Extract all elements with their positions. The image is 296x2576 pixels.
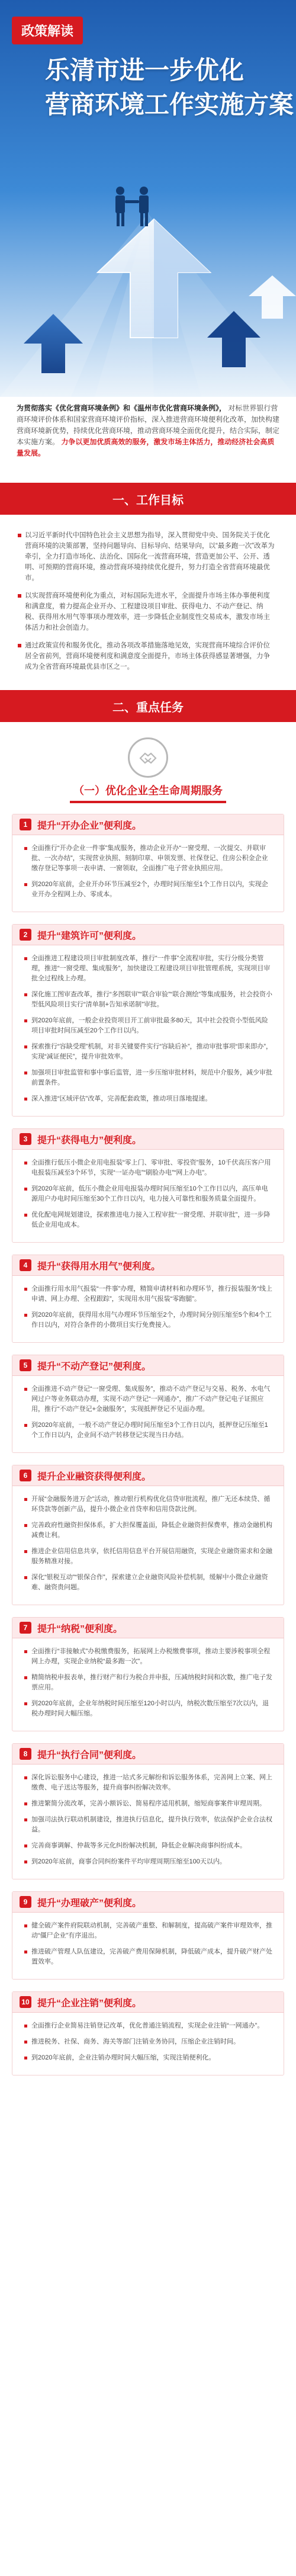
goal-item: 以习近平新时代中国特色社会主义思想为指导，深入贯彻党中央、国务院关于优化营商环境的决策部署，坚持问题导向、目标导向、结果导向，以“最多跑一次”改革为牵引，全力打造市场化、法治化、国际化一流营商环境，营造更加公平、公开、透明、可预期的营商环境，推动营商环境持续优化提升，努力打造全省营商环境最优市。 (12, 530, 284, 583)
task-number-badge: 8 (20, 1748, 31, 1760)
task-card (12, 1128, 284, 1243)
task-point: 推进企业信用信息共享，依托信用信息平台开展信用融资，实现企业融资需求和金融服务精准对接。 (22, 1547, 274, 1567)
task-number-badge: 3 (20, 1133, 31, 1145)
task-card (12, 1465, 284, 1605)
task-card-body (12, 1276, 284, 1342)
service-heading (0, 737, 296, 803)
task-card-header (12, 1355, 284, 1376)
task-point: 到2020年底前，低压小微企业用电报装办理时间压缩至10个工作日以内，高压单电源用户办电时间压缩至30个工作日以内，电力接入可靠性和服务质量全面提升。 (22, 1184, 274, 1204)
task-card (12, 1355, 284, 1453)
task-point: 全面推行企业简易注销登记改革，优化普通注销流程，实现企业注销“一网通办”。 (22, 2021, 274, 2031)
task-point: 到2020年底前，商事合同纠纷案件平均审理周期压缩至100天以内。 (22, 1857, 274, 1867)
goals-list (0, 530, 296, 672)
intro-body: 对标世界银行营商环境评价体系和国家营商环境评价指标，深入推进营商环境便利化改革，加快构建营商环境新优势，持续优化营商环境，推动营商环境全面优化提升，结合实际，制定本实施方案。 (17, 404, 280, 446)
goal-item: 以实现营商环境便利化为重点，对标国际先进水平，全面提升市场主体办事便利度和满意度，着力提高企业开办、工程建设项目审批、获得电力、不动产登记、纳税、获得用水用气等事项办理效率，进一步降低企业制度性交易成本，激发市场主体活力和社会创造力。 (12, 591, 284, 633)
page-title (45, 53, 294, 122)
goal-item: 通过政策宣传和服务优化，推动各项改革措施落地见效，实现营商环境综合评价位居全省前列，营商环境便利度和满意度全面提升，市场主体获得感显著增强，力争成为全省营商环境最优县市区之一。 (12, 640, 284, 672)
task-point: 完善政府性融资担保体系，扩大担保覆盖面，降低企业融资担保费率，推动金融机构减费让利。 (22, 1520, 274, 1541)
task-point: 推进税务、社保、商务、海关等部门注销业务协同，压缩企业注销时间。 (22, 2037, 274, 2047)
task-point: 到2020年底前，一般企业投资项目开工前审批最多80天，其中社会投资小型低风险项目审批时间压减至20个工作日以内。 (22, 1016, 274, 1036)
task-point: 深化施工图审查改革，推行“多图联审”“联合审验”“联合测绘”等集成服务，社会投资小型低风险项目实行“清单制+告知承诺制”审批。 (22, 990, 274, 1010)
title-line-1: 乐清市进一步优化 (45, 56, 244, 84)
task-point: 推进繁简分流改革，完善小额诉讼、简易程序适用机制，缩短商事案件审理周期。 (22, 1799, 274, 1809)
handshake-icon (128, 737, 168, 778)
task-card (12, 924, 284, 1117)
task-number-badge: 5 (20, 1359, 31, 1371)
section-tasks-heading: 二、重点任务 (0, 690, 296, 722)
task-title: 提升“获得用水用气”便利度。 (37, 1261, 161, 1272)
task-card-body (12, 1913, 284, 1979)
task-title: 提升“纳税”便利度。 (37, 1624, 123, 1634)
policy-tag: 政策解读 (12, 17, 83, 44)
section-goals-heading: 一、工作目标 (0, 483, 296, 515)
task-card-body (12, 1376, 284, 1452)
hero-banner (0, 0, 296, 397)
hero-illustration (0, 178, 296, 397)
task-card-header (12, 1129, 284, 1150)
task-number-badge: 6 (20, 1470, 31, 1481)
task-card-header (12, 1255, 284, 1276)
task-point: 全面推进不动产登记“一窗受理、集成服务”，推动不动产登记与交易、税务、水电气网过户等业务联动办理，实现不动产登记“一网通办”，推广不动产登记电子证照应用，推行“不动产登记+金融服务”，实现抵押登记不见面办理。 (22, 1384, 274, 1414)
task-card-body (12, 945, 284, 1116)
task-card (12, 1743, 284, 1879)
task-card-body (12, 1638, 284, 1731)
task-card-header (12, 1744, 284, 1765)
task-point: 加强司法执行联动机制建设，推进执行信息化，提升执行效率，依法保护企业合法权益。 (22, 1815, 274, 1835)
task-card (12, 1891, 284, 1980)
service-title: （一）优化企业全生命周期服务 (70, 782, 226, 803)
task-point: 深化“银税互动”“银保合作”，探索建立企业融资风险补偿机制，缓解中小微企业融资难、融资贵问题。 (22, 1573, 274, 1593)
task-title: 提升“获得电力”便利度。 (37, 1135, 142, 1146)
task-point: 开展“金融服务进万企”活动，推动银行机构优化信贷审批流程，推广无还本续贷、循环贷款等创新产品，提升小微企业首贷率和信用贷款比例。 (22, 1494, 274, 1515)
task-point: 完善商事调解、仲裁等多元化纠纷解决机制，降低企业解决商事纠纷成本。 (22, 1841, 274, 1851)
task-point: 到2020年底前，企业注销办理时间大幅压缩，实现注销便利化。 (22, 2053, 274, 2063)
intro-lead: 为贯彻落实《优化营商环境条例》和《温州市优化营商环境条例》， (17, 404, 227, 412)
task-point: 推进破产管理人队伍建设，完善破产费用保障机制，降低破产成本，提升破产财产处置效率。 (22, 1947, 274, 1967)
task-number-badge: 9 (20, 1896, 31, 1908)
task-point: 精简纳税申报表单，推行财产和行为税合并申报，压减纳税时间和次数，推广电子发票应用。 (22, 1673, 274, 1693)
task-point: 全面推行“开办企业一件事”集成服务，推动企业开办“一窗受理、一次提交、并联审批、一次办结”，实现营业执照、刻制印章、申领发票、社保登记、住房公积金企业缴存登记等事项一表申请、一窗领取，全面推广电子营业执照应用。 (22, 843, 274, 874)
task-card-header (12, 1465, 284, 1486)
task-point: 全面推行“非接触式”办税缴费服务，拓展网上办税缴费事项，推动主要涉税事项全程网上办理，实现企业纳税“最多跑一次”。 (22, 1647, 274, 1667)
task-card-header (12, 1892, 284, 1913)
task-point: 优化配电网规划建设，探索推进电力接入工程审批“一窗受理、并联审批”，进一步降低企业用电成本。 (22, 1210, 274, 1230)
task-card-header (12, 1618, 284, 1638)
task-title: 提升“办理破产”便利度。 (37, 1898, 142, 1908)
task-point: 全面推进工程建设项目审批制度改革，推行“一件事”全流程审批，实行分级分类管理，推进“一窗受理、集成服务”，加快建设工程建设项目审批管理系统，实现项目审批全过程线上办理。 (22, 954, 274, 984)
task-point: 深化诉讼服务中心建设，推进一站式多元解纷和诉讼服务体系，完善网上立案、网上缴费、电子送达等服务，提升商事纠纷解决效率。 (22, 1773, 274, 1793)
task-title: 提升“开办企业”便利度。 (37, 820, 142, 831)
title-line-2: 营商环境工作实施方案 (45, 91, 294, 118)
task-number-badge: 4 (20, 1259, 31, 1271)
task-number-badge: 7 (20, 1622, 31, 1634)
task-card (12, 1617, 284, 1731)
intro-paragraph (0, 397, 296, 465)
task-point: 到2020年底前，企业年纳税时间压缩至120小时以内，纳税次数压缩至7次以内，退税办理时间大幅压缩。 (22, 1699, 274, 1719)
task-point: 到2020年底前，一般不动产登记办理时间压缩至3个工作日以内，抵押登记压缩至1个工作日以内，企业间不动产转移登记实现当日办结。 (22, 1420, 274, 1441)
task-card (12, 1991, 284, 2075)
task-title: 提升“建筑许可”便利度。 (37, 931, 142, 941)
task-title: 提升“不动产登记”便利度。 (37, 1361, 152, 1372)
task-number-badge: 1 (20, 819, 31, 830)
task-number-badge: 10 (20, 1996, 31, 2008)
task-card-header (12, 1992, 284, 2013)
task-point: 加强项目审批监管和事中事后监管，进一步压缩审批材料，规范中介服务，减少审批前置条件。 (22, 1068, 274, 1088)
task-card-body (12, 835, 284, 912)
task-card (12, 814, 284, 912)
task-number-badge: 2 (20, 929, 31, 941)
task-point: 全面推行用水用气报装“一件事”办理，精简申请材料和办理环节，推行报装服务“线上申请、网上办理、全程跟踪”，实现用水用气报装“零跑腿”。 (22, 1284, 274, 1304)
task-point: 到2020年底前，企业开办环节压减至2个，办理时间压缩至1个工作日以内，实现企业开办全程网上办、零成本。 (22, 880, 274, 900)
task-point: 到2020年底前，获得用水用气办理环节压缩至2个，办理时间分别压缩至5个和4个工作日以内，对符合条件的小微项目实行免费接入。 (22, 1310, 274, 1330)
task-card-header (12, 925, 284, 945)
intro-tail: 力争以更加优质高效的服务，激发市场主体活力，推动经济社会高质量发展。 (17, 438, 275, 457)
task-card-body (12, 1486, 284, 1605)
task-card (12, 1255, 284, 1343)
task-title: 提升“企业注销”便利度。 (37, 1998, 142, 2009)
task-card-body (12, 1150, 284, 1242)
task-point: 探索推行“容缺受理”机制，对非关键要件实行“容缺后补”，推动审批事项“即来即办”，实现“减证便民”，提升审批效率。 (22, 1042, 274, 1062)
task-card-header (12, 814, 284, 835)
task-point: 健全破产案件府院联动机制，完善破产重整、和解制度，提高破产案件审理效率，推动“僵尸企业”有序退出。 (22, 1921, 274, 1941)
task-point: 深入推进“区域评估”改革，完善配套政策，推动项目落地提速。 (22, 1094, 274, 1104)
task-point: 全面推行低压小微企业用电报装“零上门、零审批、零投资”服务，10千伏高压客户用电报装压减至3个环节，实现“一证办电”“刷脸办电”“网上办电”。 (22, 1158, 274, 1178)
task-title: 提升“执行合同”便利度。 (37, 1750, 142, 1760)
task-title: 提升企业融资获得便利度。 (37, 1471, 152, 1482)
task-card-body (12, 2013, 284, 2075)
task-card-body (12, 1765, 284, 1879)
